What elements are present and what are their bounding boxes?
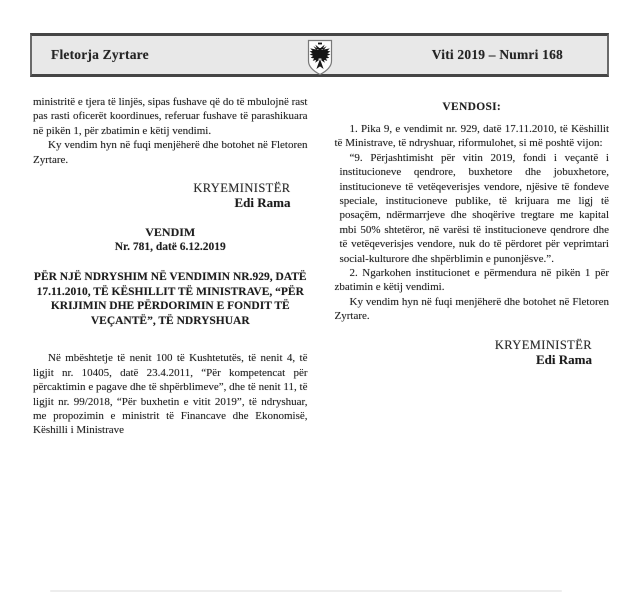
decision-heading: VENDIM	[145, 225, 196, 240]
decision-title: PËR NJË NDRYSHIM NË VENDIMIN NR.929, DATË 17.11.2010, TË KËSHILLIT TË MINISTRAVE, “PËR KRIJIMIN DHE PËRDORIMIN E FONDIT TË VEÇANTË”, TË NDRYSHUAR	[33, 271, 307, 327]
paragraph-entry-into-force: Ky vendim hyn në fuqi menjëherë dhe botohet në Fletoren Zyrtare.	[334, 295, 609, 323]
paragraph-legal-basis: Në mbështetje të nenit 100 të Kushtetutës, të nenit 4, të ligjit nr. 10405, datë 23.4.2011, “Për kompetencat për përcaktimin e pagave dhe të shpërblimeve”, dhe të nenit 11, të ligjit nr. 99/2018, “Për buxhetin e vitit 2019”, të ndryshuar, me propozimin e ministrit të Financave dhe Ekonomisë, Këshilli i Ministrave	[33, 352, 308, 437]
left-column	[33, 95, 308, 438]
paragraph-item-1: 1. Pika 9, e vendimit nr. 929, datë 17.11.2010, të Këshillit të Ministrave, të ndryshuar, riformulohet, si më poshtë vijon:	[334, 123, 609, 150]
signature-block	[335, 338, 610, 367]
decision-number: Nr. 781, datë 6.12.2019	[114, 240, 226, 253]
paragraph-quoted-point-9: “9. Përjashtimisht për vitin 2019, fondi i veçantë i institucioneve qendrore, buxhetore dhe jobuxhetore, institucioneve të vetëqeverisjes vendore, njësive të fondeve speciale, institucioneve publike, të krijuara me ligj të posaçëm, ndërmarrjeve dhe shoqërive tregtare me kapital mbi 50% shtetëror, në varësi të institucioneve qendrore dhe të vetëqeverisjes vendore, nuk do të përdoret për veprimtari social-kulturore dhe shpërblimin e punonjësve.”.	[339, 151, 609, 265]
signature-name: Edi Rama	[536, 351, 592, 367]
paragraph-item-2: 2. Ngarkohen institucionet e përmendura në pikën 1 për zbatimin e këtij vendimi.	[334, 267, 609, 294]
albanian-eagle-emblem-icon	[307, 39, 333, 76]
vendosi-heading: VENDOSI:	[442, 101, 502, 113]
paragraph-continuation: ministritë e tjera të linjës, sipas fushave që do të mbulojnë rast pas rasti oficerët koordinues, referuar fushave të parashikuara në pikën 1, për zbatimin e këtij vendimi.	[33, 96, 308, 137]
scanned-page-bottom-edge	[50, 590, 562, 592]
signature-name: Edi Rama	[234, 195, 291, 211]
signature-title: KRYEMINISTËR	[494, 337, 592, 352]
gazette-title: Fletorja Zyrtare	[51, 47, 149, 62]
paragraph-entry-into-force: Ky vendim hyn në fuqi menjëherë dhe botohet në Fletoren Zyrtare.	[33, 139, 308, 166]
signature-block	[33, 181, 308, 210]
right-column	[335, 95, 610, 438]
gazette-header-banner	[30, 33, 609, 77]
document-body	[33, 95, 609, 438]
signature-title: KRYEMINISTËR	[193, 181, 291, 196]
gazette-issue-info: Viti 2019 – Numri 168	[431, 47, 563, 62]
